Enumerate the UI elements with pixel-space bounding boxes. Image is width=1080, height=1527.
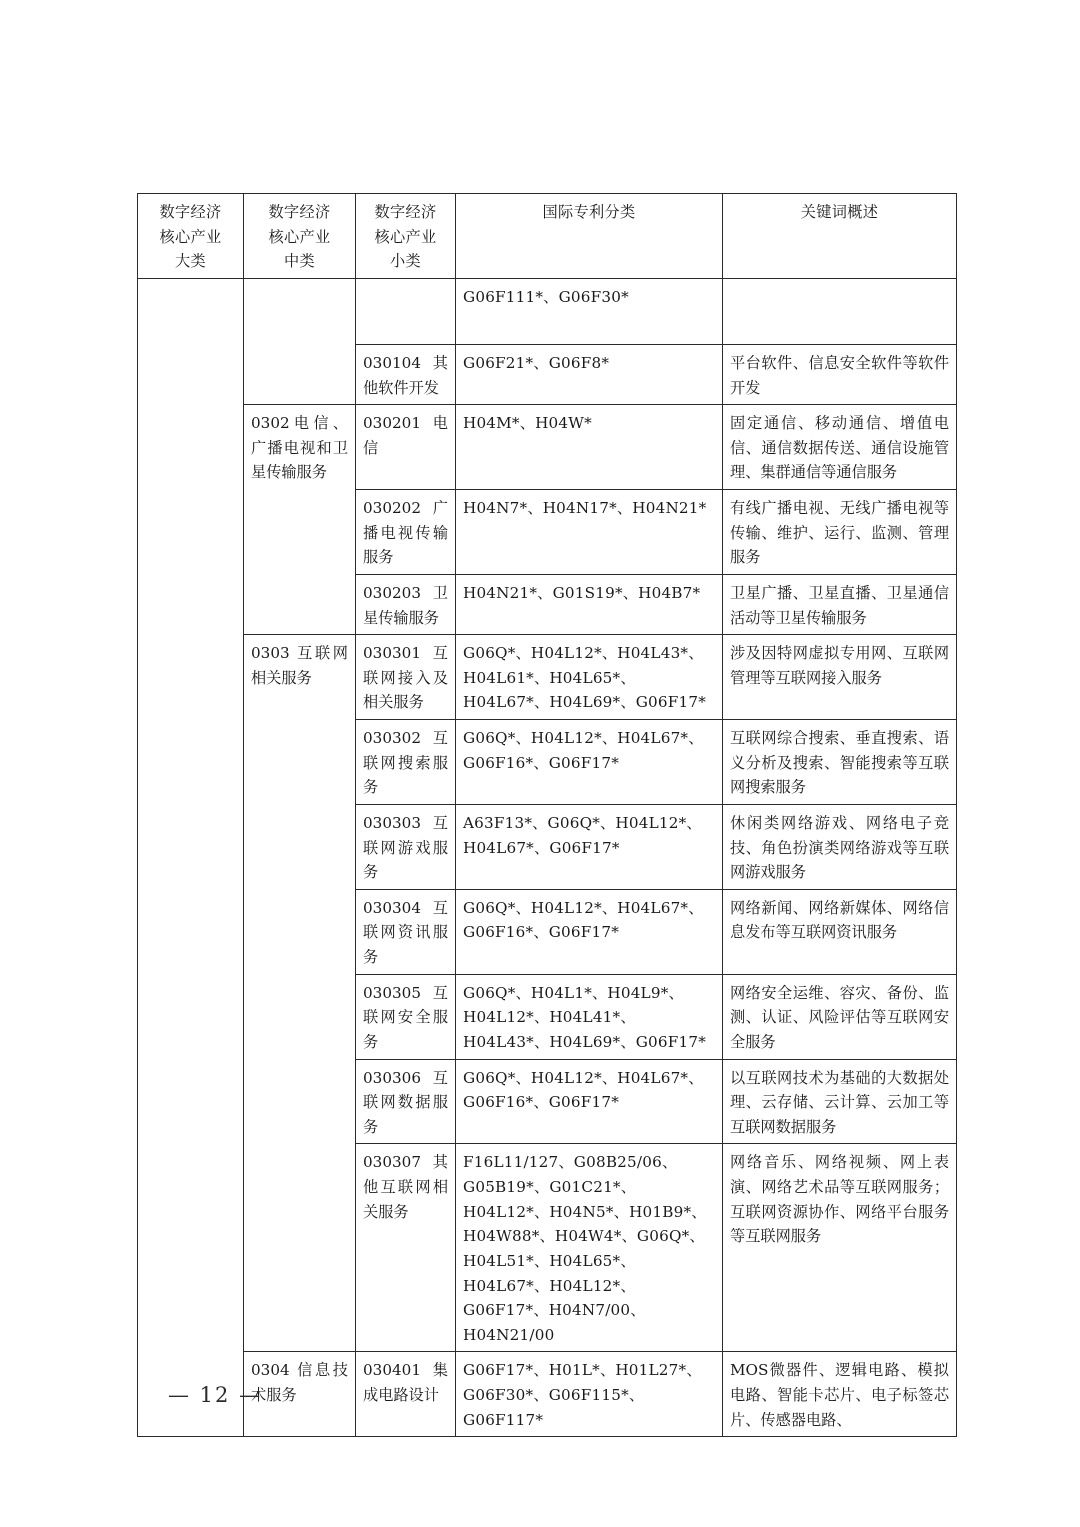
cell-keywords: 互联网综合搜索、垂直搜索、语义分析及搜索、智能搜索等互联网搜索服务 <box>723 720 957 805</box>
cell-keywords: 网络安全运维、容灾、备份、监测、认证、风险评估等互联网安全服务 <box>723 974 957 1059</box>
cell-minor-category: 030303 互联网游戏服务 <box>356 804 456 889</box>
column-header-ipc: 国际专利分类 <box>456 194 723 279</box>
table-row <box>138 278 957 344</box>
cell-keywords: 涉及因特网虚拟专用网、互联网管理等互联网接入服务 <box>723 635 957 720</box>
column-header-keywords: 关键词概述 <box>723 194 957 279</box>
table-row <box>138 635 957 720</box>
cell-medium-category <box>244 278 356 404</box>
ipc-classification-table <box>137 193 957 1437</box>
cell-keywords <box>723 278 957 344</box>
cell-minor-category: 030301 互联网接入及相关服务 <box>356 635 456 720</box>
cell-minor-category: 030304 互联网资讯服务 <box>356 889 456 974</box>
cell-ipc-codes: G06F17*、H01L*、H01L27*、G06F30*、G06F115*、G06F117* <box>456 1352 723 1437</box>
cell-minor-category: 030305 互联网安全服务 <box>356 974 456 1059</box>
cell-keywords: 平台软件、信息安全软件等软件开发 <box>723 344 957 404</box>
cell-major-category <box>138 278 244 1436</box>
cell-ipc-codes: G06F111*、G06F30* <box>456 278 723 344</box>
cell-keywords: 固定通信、移动通信、增值电信、通信数据传送、通信设施管理、集群通信等通信服务 <box>723 405 957 490</box>
cell-medium-category: 0303 互联网相关服务 <box>244 635 356 1352</box>
cell-minor-category: 030307 其他互联网相关服务 <box>356 1144 456 1352</box>
cell-ipc-codes: A63F13*、G06Q*、H04L12*、H04L67*、G06F17* <box>456 804 723 889</box>
cell-ipc-codes: G06F21*、G06F8* <box>456 344 723 404</box>
cell-ipc-codes: G06Q*、H04L12*、H04L43*、H04L61*、H04L65*、H04L67*、H04L69*、G06F17* <box>456 635 723 720</box>
cell-ipc-codes: H04N7*、H04N17*、H04N21* <box>456 490 723 575</box>
cell-minor-category: 030202 广播电视传输服务 <box>356 490 456 575</box>
column-header-medium-category: 数字经济 核心产业 中类 <box>244 194 356 279</box>
cell-minor-category: 030306 互联网数据服务 <box>356 1059 456 1144</box>
cell-keywords: 网络音乐、网络视频、网上表演、网络艺术品等互联网服务；互联网资源协作、网络平台服务等互联网服务 <box>723 1144 957 1352</box>
cell-minor-category: 030104 其他软件开发 <box>356 344 456 404</box>
column-header-major-category: 数字经济 核心产业 大类 <box>138 194 244 279</box>
cell-ipc-codes: F16L11/127、G08B25/06、G05B19*、G01C21*、H04L12*、H04N5*、H01B9*、H04W88*、H04W4*、G06Q*、H04L51*、H04L65*、H04L67*、H04L12*、G06F17*、H04N7/00、H04N21/00 <box>456 1144 723 1352</box>
cell-ipc-codes: G06Q*、H04L12*、H04L67*、G06F16*、G06F17* <box>456 720 723 805</box>
cell-keywords: 有线广播电视、无线广播电视等传输、维护、运行、监测、管理服务 <box>723 490 957 575</box>
cell-keywords: 休闲类网络游戏、网络电子竞技、角色扮演类网络游戏等互联网游戏服务 <box>723 804 957 889</box>
cell-minor-category: 030401 集成电路设计 <box>356 1352 456 1437</box>
table-header-row <box>138 194 957 279</box>
column-header-minor-category: 数字经济 核心产业 小类 <box>356 194 456 279</box>
cell-minor-category: 030203 卫星传输服务 <box>356 574 456 634</box>
page-number: — 12 — <box>168 1383 263 1407</box>
cell-ipc-codes: G06Q*、H04L1*、H04L9*、H04L12*、H04L41*、H04L43*、H04L69*、G06F17* <box>456 974 723 1059</box>
cell-keywords: 网络新闻、网络新媒体、网络信息发布等互联网资讯服务 <box>723 889 957 974</box>
cell-minor-category: 030201 电信 <box>356 405 456 490</box>
ipc-classification-table-wrapper <box>137 193 956 1429</box>
cell-ipc-codes: H04M*、H04W* <box>456 405 723 490</box>
cell-minor-category: 030302 互联网搜索服务 <box>356 720 456 805</box>
cell-keywords: 以互联网技术为基础的大数据处理、云存储、云计算、云加工等互联网数据服务 <box>723 1059 957 1144</box>
table-row <box>138 405 957 490</box>
cell-ipc-codes: G06Q*、H04L12*、H04L67*、G06F16*、G06F17* <box>456 889 723 974</box>
cell-keywords: MOS微器件、逻辑电路、模拟电路、智能卡芯片、电子标签芯片、传感器电路、 <box>723 1352 957 1437</box>
cell-keywords: 卫星广播、卫星直播、卫星通信活动等卫星传输服务 <box>723 574 957 634</box>
cell-minor-category <box>356 278 456 344</box>
cell-ipc-codes: H04N21*、G01S19*、H04B7* <box>456 574 723 634</box>
cell-ipc-codes: G06Q*、H04L12*、H04L67*、G06F16*、G06F17* <box>456 1059 723 1144</box>
cell-medium-category: 0304 信息技术服务 <box>244 1352 356 1437</box>
cell-medium-category: 0302电信、广播电视和卫星传输服务 <box>244 405 356 635</box>
